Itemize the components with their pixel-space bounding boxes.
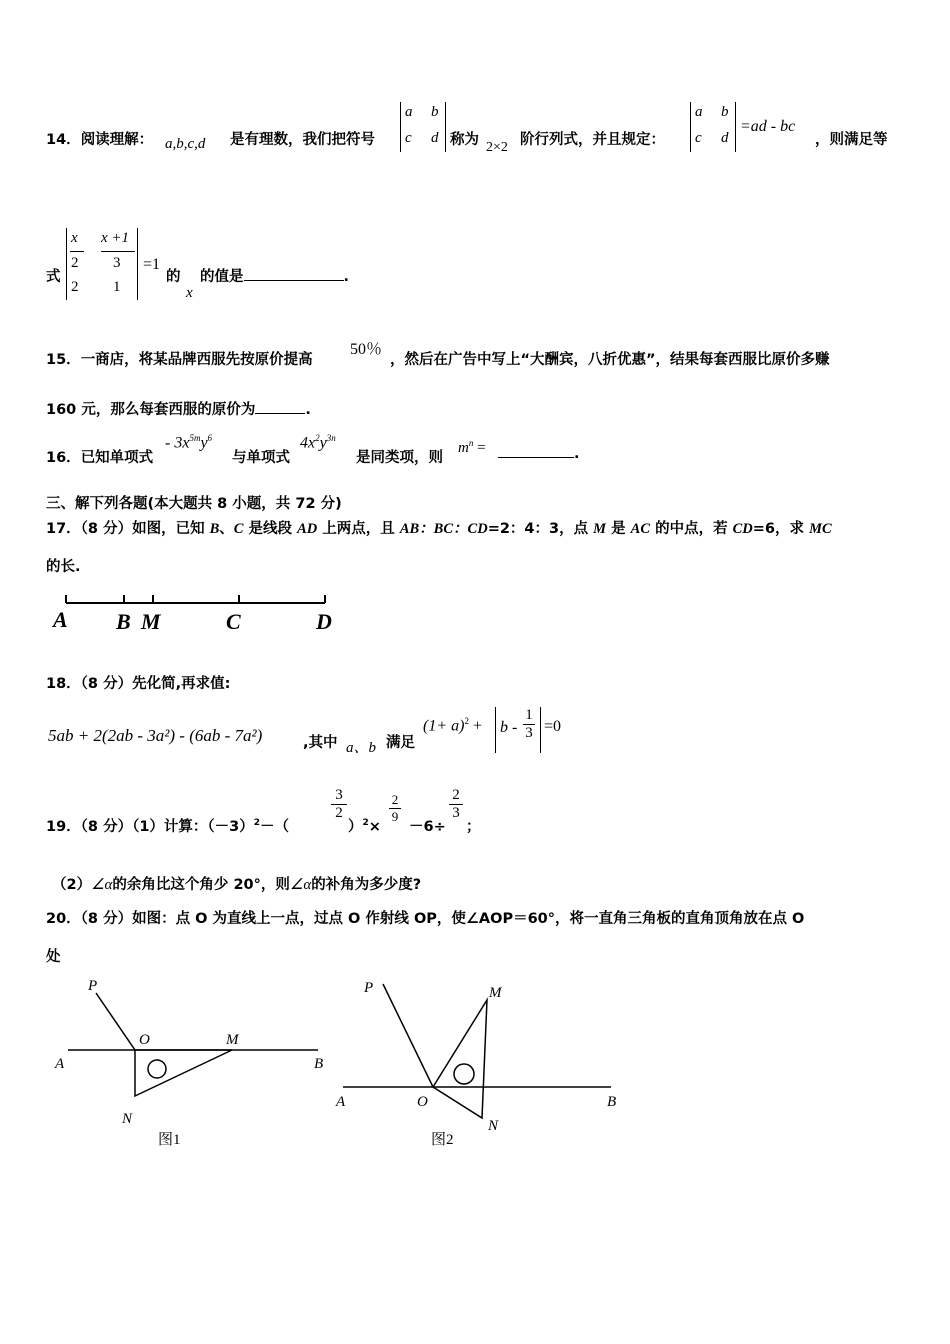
section-3-heading: 三、解下列各题(本大题共 8 小题，共 72 分)	[46, 496, 342, 512]
q14-order: 2×2	[486, 140, 508, 155]
fig1-label-M: M	[226, 1032, 239, 1048]
q14-rule: =ad - bc	[740, 118, 796, 135]
q14-text5: 的	[166, 269, 181, 285]
q15-answer-blank[interactable]	[255, 412, 305, 414]
fig1-label-O: O	[139, 1032, 150, 1048]
q19-minus2: －6÷	[409, 819, 446, 835]
q16-text3: 是同类项，则	[356, 450, 443, 466]
ray-OP	[383, 984, 433, 1087]
label-C: C	[226, 609, 241, 634]
q15-line1-a: 15．一商店，将某品牌西服先按原价提高	[46, 352, 313, 368]
q18-vars: a、b	[346, 740, 377, 756]
q18-text2: 满足	[386, 735, 415, 751]
q18-expression: 5ab + 2(2ab - 3a²) - (6ab - 7a²)	[48, 726, 263, 745]
q14-text1: 是有理数，我们把符号	[230, 132, 375, 148]
q14-frac-bar-1	[70, 251, 84, 252]
fig2-label-O: O	[417, 1094, 428, 1110]
q14-number: 14．	[46, 132, 81, 148]
fig2-label-N: N	[488, 1118, 499, 1134]
q16-line-a: 16．已知单项式	[46, 450, 154, 466]
q19-line1-b: ）$^2$×	[348, 818, 381, 835]
q17-line1: 17．（8 分）如图，已知 B、C 是线段 AD 上两点，且 AB：BC：CD=2：4：3，点 M 是 AC 的中点，若 CD=6，求 MC	[46, 521, 832, 537]
triangle-OMN	[433, 1000, 487, 1118]
fig1-label-P: P	[88, 978, 98, 994]
q14-symbol-determinant: a b c d	[400, 102, 446, 152]
q16-text2: 与单项式	[232, 450, 290, 466]
q20-line1: 20．（8 分）如图：点 O 为直线上一点，过点 O 作射线 OP，使∠AOP＝60°，将一直角三角板的直角顶角放在点 O	[46, 911, 805, 927]
fig1-label-B: B	[314, 1056, 324, 1072]
q18-absolute-value: b - 1 3	[495, 707, 541, 753]
fig2-caption: 图2	[431, 1132, 454, 1148]
label-B: B	[116, 609, 131, 634]
fig1-label-A: A	[55, 1056, 65, 1072]
q19-line2: （2）∠α的余角比这个角少 20°，则∠α的补角为多少度?	[52, 877, 422, 893]
q16-m-power-n: $m^n$ =	[458, 438, 486, 456]
q15-line2: 160 元，那么每套西服的原价为 .	[46, 402, 311, 418]
fig2-label-P: P	[364, 980, 374, 996]
q19-fraction-2-9: 2 9	[389, 792, 401, 825]
q14-text3: 阶行列式，并且规定：	[520, 132, 665, 148]
triangle-hole	[454, 1064, 474, 1084]
q20-line2: 处	[46, 949, 61, 965]
fig1-label-N: N	[122, 1111, 133, 1127]
q14-eq-rhs: =1	[143, 256, 161, 273]
q14-text4: ，则满足等	[815, 132, 888, 148]
q16-monomial-2: $4x^2y^{3n}$	[300, 433, 336, 452]
q16-monomial-1: - $3x^{5m}y^6$	[165, 433, 213, 452]
q14-frac-bar-2	[101, 251, 135, 252]
q14-answer-blank[interactable]	[244, 279, 344, 281]
fig1-caption: 图1	[158, 1132, 181, 1148]
q14-lead: 阅读理解：	[80, 132, 154, 148]
label-D: D	[316, 609, 332, 634]
q15-percent: 50％	[350, 341, 383, 358]
label-A: A	[53, 607, 68, 632]
q16-answer-blank[interactable]	[498, 456, 574, 458]
q14-line2-lead: 式	[46, 269, 61, 285]
q18-line1: 18．（8 分）先化简,再求值:	[46, 676, 231, 692]
q14-equation-determinant: x 2 x +1 3 2 1	[66, 228, 138, 300]
q14-text2: 称为	[450, 132, 479, 148]
q19-fraction-3-2: 3 2	[331, 787, 347, 822]
label-M: M	[141, 609, 161, 634]
fig2-label-M: M	[489, 985, 502, 1001]
q18-condition: $(1+ a)^2$ +	[423, 716, 482, 735]
q19-fraction-2-3: 2 3	[449, 787, 463, 822]
q18-fraction-third: 1 3	[523, 707, 535, 742]
q20-figure-2	[0, 970, 640, 1155]
q18-cond-rhs: =0	[544, 718, 562, 735]
fig2-label-B: B	[607, 1094, 617, 1110]
q17-line2: 的长.	[46, 559, 81, 575]
q17-segment-figure	[0, 585, 360, 635]
fig2-label-A: A	[336, 1094, 346, 1110]
q19-semicolon: ；	[466, 819, 481, 835]
q19-line1-a: 19．（8 分）（1）计算：$(-3)^2-$（	[46, 818, 290, 835]
q14-line1	[46, 128, 153, 149]
q14-var-x: x	[186, 285, 193, 301]
q14-rule-determinant: a b c d	[690, 102, 736, 152]
q16-line-tail: .	[498, 446, 580, 462]
q14-line2-tail: 的值是 .	[200, 269, 350, 285]
q18-text1: ,其中	[303, 735, 338, 751]
q14-vars: a,b,c,d	[165, 136, 206, 152]
q15-line1-b: ，然后在广告中写上“大酬宾，八折优惠”，结果每套西服比原价多赚	[390, 352, 830, 368]
